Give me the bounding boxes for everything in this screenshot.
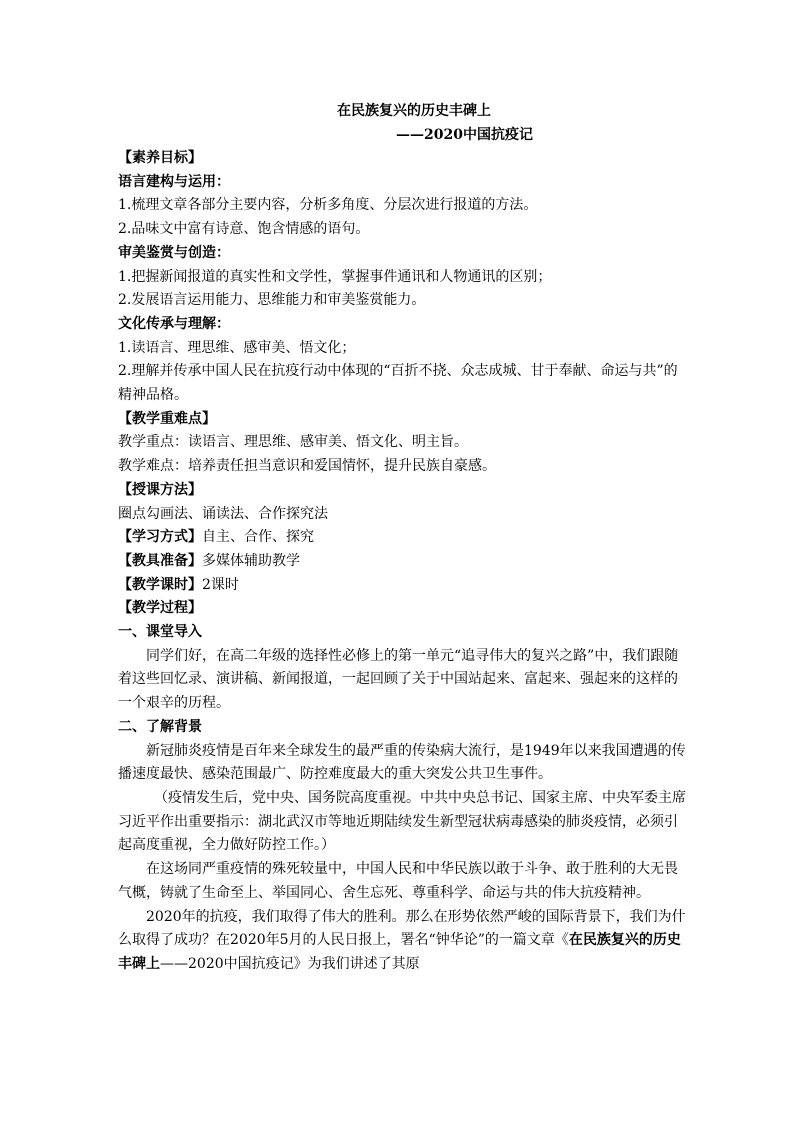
- goal3-heading: 文化传承与理解：: [118, 315, 230, 332]
- section-key-points: 【教学重难点】: [118, 410, 216, 427]
- part2-paragraph2: （疫情发生后，党中央、国务院高度重视。中共中央总书记、国家主席、中央军委主席习近平作出重要指示：湖北武汉市等地近期陆续发生新型冠状病毒感染的肺炎疫情，必须引起高度重视，全力做好防控工作。）: [118, 789, 686, 854]
- goal3-line1: 1.读语言、理思维、感审美、悟文化；: [118, 339, 356, 356]
- hours-label: 【教学课时】: [118, 576, 202, 593]
- part1-paragraph: 同学们好，在高二年级的选择性必修上的第一单元“追寻伟大的复兴之路”中，我们跟随着这些回忆录、演讲稿、新闻报道，一起回顾了关于中国站起来、富起来、强起来的这样的一个艰辛的历程。: [118, 647, 679, 712]
- section-goals: 【素养目标】: [118, 150, 202, 166]
- part2-paragraph3: 在这场同严重疫情的殊死较量中，中国人民和中华民族以敢于斗争、敢于胜利的大无畏气概，铸就了生命至上、举国同心、舍生忘死、尊重科学、命运与共的伟大抗疫精神。: [118, 861, 678, 901]
- part2-paragraph1: 新冠肺炎疫情是百年来全球发生的最严重的传染病大流行，是1949年以来我国遭遇的传播速度最快、感染范围最广、防控难度最大的重大突发公共卫生事件。: [118, 742, 686, 783]
- section-process: 【教学过程】: [118, 600, 202, 617]
- goal1-heading: 语言建构与运用：: [118, 173, 230, 190]
- part2-p4-start: 2020年的抗疫，我们取得了伟大的胜利。那么在形势依然严峻的国际背景下，我们为什么取得了成功？在2020年5月的人民日报上，署名“钟华论”的一篇文章《: [118, 908, 686, 949]
- goal2-heading: 审美鉴赏与创造：: [118, 244, 230, 261]
- doc-title: 在民族复兴的历史丰碑上: [337, 103, 491, 119]
- part1-heading: 一、课堂导入: [118, 624, 202, 641]
- goal1-line1: 1.梳理文章各部分主要内容，分析多角度、分层次进行报道的方法。: [118, 197, 538, 214]
- study-mode-line: [118, 526, 690, 550]
- key-point-focus: 教学重点：读语言、理思维、感审美、悟文化、明主旨。: [118, 434, 468, 451]
- key-point-difficulty: 教学难点：培养责任担当意识和爱国情怀，提升民族自豪感。: [118, 458, 496, 475]
- part2-heading: 二、了解背景: [118, 718, 202, 735]
- goal1-line2: 2.品味文中富有诗意、饱含情感的语句。: [118, 221, 370, 238]
- hours-value: 2课时: [202, 576, 239, 593]
- study-mode-value: 自主、合作、探究: [202, 529, 314, 546]
- hours-line: [118, 574, 690, 598]
- study-mode-label: 【学习方式】: [118, 529, 202, 546]
- goal2-line2: 2.发展语言运用能力、思维能力和审美鉴赏能力。: [118, 292, 426, 309]
- section-method: 【授课方法】: [118, 481, 202, 498]
- goal3-line2: 2.理解并传承中国人民在抗疫行动中体现的“百折不挠、众志成城、甘于奉献、命运与共”的精神品格。: [118, 363, 678, 404]
- part2-paragraph4: [118, 906, 690, 977]
- method-text: 圈点勾画法、诵读法、合作探究法: [118, 505, 328, 522]
- part2-p4-end: ——2020中国抗疫记》为我们讲述了其原: [160, 955, 420, 972]
- part2-p4-article-title: 在民族复兴的历史丰碑上: [118, 932, 681, 972]
- tools-label: 【教具准备】: [118, 552, 202, 569]
- document-body: [118, 99, 690, 977]
- doc-subtitle: ——2020中国抗疫记: [396, 127, 533, 143]
- tools-value: 多媒体辅助教学: [202, 552, 300, 569]
- goal2-line1: 1.把握新闻报道的真实性和文学性，掌握事件通讯和人物通讯的区别；: [118, 268, 552, 285]
- tools-line: [118, 550, 690, 574]
